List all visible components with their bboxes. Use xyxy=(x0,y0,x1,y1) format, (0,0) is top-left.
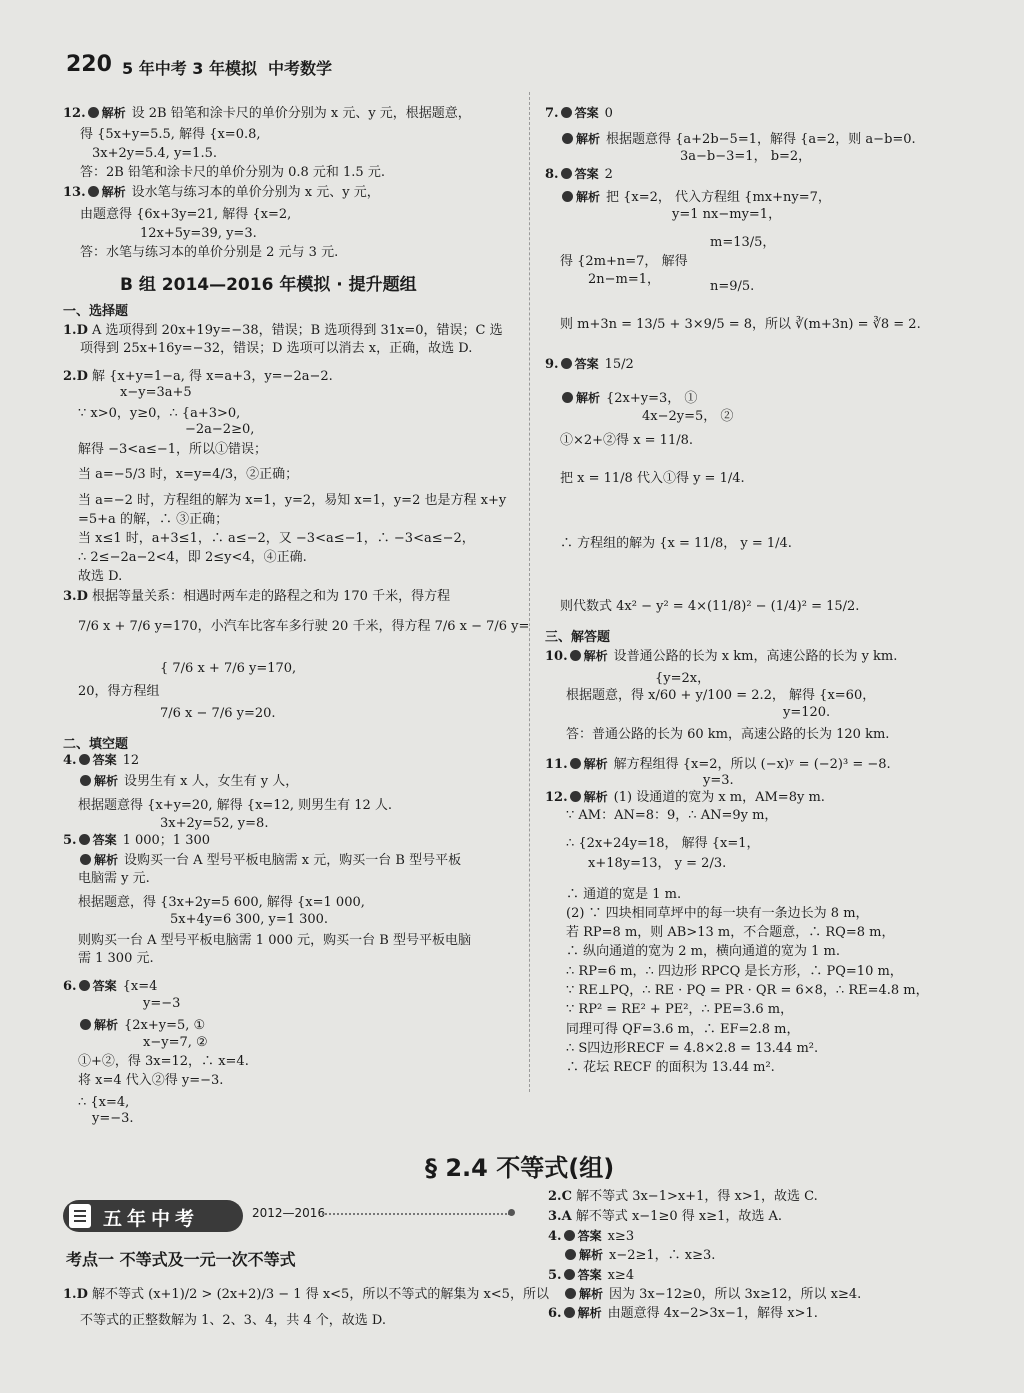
text-line xyxy=(63,322,503,339)
text-line xyxy=(545,166,613,183)
text-line xyxy=(560,253,688,270)
text-line xyxy=(80,164,385,181)
text-line xyxy=(120,384,192,401)
bullet-icon xyxy=(562,191,573,202)
line-rest: 由题意得 4x−2>3x−1，解得 x>1. xyxy=(607,1306,818,1321)
text-line xyxy=(566,835,760,852)
line-rest: {x=4 xyxy=(122,979,158,994)
line-rest: 设普通公路的长为 x km，高速公路的长为 y km. xyxy=(613,649,898,664)
text-line xyxy=(78,852,461,869)
text-line xyxy=(78,549,307,566)
banner-years: 2012—2016 xyxy=(252,1206,326,1220)
document-icon-lines xyxy=(74,1210,86,1212)
tag-label: 答案 xyxy=(574,357,599,371)
text-line xyxy=(588,271,660,288)
line-text: 当 x≤1 时，a+3≤1，∴ a≤−2，又 −3<a≤−1，∴ −3<a≤−2， xyxy=(78,531,475,546)
text-line xyxy=(566,807,777,824)
tag-label: 答案 xyxy=(577,1229,602,1243)
line-rest: 2 xyxy=(604,167,613,182)
text-line xyxy=(78,618,529,635)
line-text: { 7/6 x + 7/6 y=170, xyxy=(160,661,297,676)
analysis-tag xyxy=(80,1017,118,1034)
answer-tag xyxy=(561,356,599,373)
line-text: 1.D xyxy=(63,323,88,338)
bullet-icon xyxy=(570,791,581,802)
line-text: 11. xyxy=(545,757,568,772)
line-text: ∵ RE⊥PQ，∴ RE · PQ = PR · QR = 6×8，∴ RE=4.8 m， xyxy=(566,983,929,998)
text-line xyxy=(566,687,875,704)
text-line xyxy=(78,894,365,911)
text-line xyxy=(560,189,831,206)
line-text: 则 m+3n = 13/5 + 3×9/5 = 8，所以 ∛(m+3n) = ∛8 = 2. xyxy=(560,317,921,332)
text-line xyxy=(160,705,276,722)
text-line xyxy=(566,886,681,903)
tag-label: 解析 xyxy=(579,1248,604,1262)
line-text: x−y=3a+5 xyxy=(120,385,192,400)
text-line xyxy=(80,126,261,143)
line-rest: (1) 设通道的宽为 x m，AM=8y m. xyxy=(613,790,825,805)
text-line xyxy=(80,1312,386,1329)
line-text: 由题意得 {6x+3y=21, 解得 {x=2, xyxy=(80,207,292,222)
line-text: (2) ∵ 四块相同草坪中的每一块有一条边长为 8 m， xyxy=(566,906,869,921)
bullet-icon xyxy=(562,392,573,403)
bullet-icon xyxy=(79,834,90,845)
line-rest: 解 {x+y=1−a, 得 x=a+3，y=−2a−2. xyxy=(92,369,333,384)
line-text: −2a−2≥0, xyxy=(185,422,255,437)
bullet-icon xyxy=(570,650,581,661)
line-text: 电脑需 y 元. xyxy=(78,871,150,886)
tag-label: 解析 xyxy=(94,774,119,788)
line-rest: 设男生有 x 人，女生有 y 人， xyxy=(124,774,299,789)
line-text: 当 a=−2 时，方程组的解为 x=1，y=2，易知 x=1，y=2 也是方程 x+y xyxy=(78,493,507,508)
line-rest: 解不等式 3x−1>x+1，得 x>1，故选 C. xyxy=(576,1189,818,1204)
line-rest: 0 xyxy=(604,106,613,121)
text-line xyxy=(63,368,333,385)
line-rest: 根据等量关系：相遇时两车走的路程之和为 170 千米，得方程 xyxy=(92,589,451,604)
text-line xyxy=(160,660,296,677)
bullet-icon xyxy=(564,1307,575,1318)
text-line xyxy=(545,105,613,122)
bullet-icon xyxy=(80,854,91,865)
line-text: 不等式的正整数解为 1、2、3、4，共 4 个，故选 D. xyxy=(80,1313,386,1328)
line-text: 根据题意，得 {3x+2y=5 600, 解得 {x=1 000, xyxy=(78,895,365,910)
line-text: 将 x=4 代入②得 y=−3. xyxy=(78,1073,224,1088)
tag-label: 答案 xyxy=(577,1268,602,1282)
text-line xyxy=(80,244,338,261)
text-line xyxy=(92,1110,134,1127)
text-line xyxy=(63,752,139,769)
line-rest: 根据题意得 {a+2b−5=1，解得 {a=2，则 a−b=0. xyxy=(606,132,916,147)
text-line xyxy=(566,982,929,999)
line-text: ∵ RP² = RE² + PE²，∴ PE=3.6 m， xyxy=(566,1002,794,1017)
section-xuanze: 一、选择题 xyxy=(63,304,129,319)
tag-label: 解析 xyxy=(576,190,601,204)
bullet-icon xyxy=(565,1249,576,1260)
line-text: ①×2+②得 x = 11/8. xyxy=(560,433,694,448)
page-number: 220 xyxy=(66,52,112,77)
line-text: 若 RP=8 m，则 AB>13 m，不合题意，∴ RQ=8 m， xyxy=(566,925,895,940)
tag-label: 解析 xyxy=(94,1018,119,1032)
analysis-tag xyxy=(570,789,608,806)
line-text: 5. xyxy=(548,1268,562,1283)
text-line xyxy=(545,756,891,773)
line-text: 项得到 25x+16y=−32，错误；D 选项可以消去 x，正确，故选 D. xyxy=(80,341,473,356)
line-rest: 解方程组得 {x=2，所以 (−x)ʸ = (−2)³ = −8. xyxy=(613,757,891,772)
text-line xyxy=(566,943,840,960)
line-text: 答：普通公路的长为 60 km，高速公路的长为 120 km. xyxy=(566,727,890,742)
text-line xyxy=(566,1059,775,1076)
text-line xyxy=(548,1228,634,1245)
line-text: {y=2x， xyxy=(655,671,711,686)
line-rest: 设 2B 铅笔和涂卡尺的单价分别为 x 元、y 元，根据题意， xyxy=(131,106,471,121)
text-line xyxy=(566,905,869,922)
line-text: 5x+4y=6 300, y=1 300. xyxy=(170,912,329,927)
tag-label: 解析 xyxy=(576,391,601,405)
text-line xyxy=(642,408,733,425)
text-line xyxy=(140,225,257,242)
line-text: 把 x = 11/8 代入①得 y = 1/4. xyxy=(560,471,745,486)
line-text: =5+a 的解，∴ ③正确； xyxy=(78,512,229,527)
tag-label: 解析 xyxy=(577,1306,602,1320)
answer-tag xyxy=(561,105,599,122)
answer-tag xyxy=(79,832,117,849)
text-line xyxy=(588,855,726,872)
line-text: y=3. xyxy=(703,773,734,788)
bullet-icon xyxy=(561,358,572,369)
text-line xyxy=(566,924,894,941)
text-line xyxy=(78,492,506,509)
line-rest: 设水笔与练习本的单价分别为 x 元、y 元， xyxy=(131,185,380,200)
tag-label: 解析 xyxy=(101,106,126,120)
bullet-icon xyxy=(564,1230,575,1241)
line-text: 3a−b−3=1， b=2， xyxy=(680,149,812,164)
line-text: 12x+5y=39, y=3. xyxy=(140,226,257,241)
answer-tag xyxy=(564,1267,602,1284)
line-text: 20，得方程组 xyxy=(78,684,160,699)
line-text: y=−3. xyxy=(92,1111,134,1126)
text-line xyxy=(560,598,859,615)
text-line xyxy=(710,278,754,295)
bullet-icon xyxy=(561,168,572,179)
text-line xyxy=(566,1021,800,1038)
line-text: m=13/5， xyxy=(710,235,776,250)
text-line xyxy=(92,145,217,162)
text-line xyxy=(78,466,298,483)
text-line xyxy=(78,1017,205,1034)
line-text: 2.D xyxy=(63,369,88,384)
line-text: 7/6 x + 7/6 y=170，小汽车比客车多行驶 20 千米，得方程 7/6 x − 7/6 y= xyxy=(78,619,530,634)
line-text: 7. xyxy=(545,106,559,121)
text-line xyxy=(78,683,160,700)
answer-tag xyxy=(79,752,117,769)
text-line xyxy=(78,530,475,547)
banner-text: 五年中考 xyxy=(103,1208,200,1230)
text-line xyxy=(78,511,228,528)
line-text: 2.C xyxy=(548,1189,572,1204)
line-text: 答：2B 铅笔和涂卡尺的单价分别为 0.8 元和 1.5 元. xyxy=(80,165,385,180)
line-rest: 12 xyxy=(122,753,140,768)
chapter-title: § 2.4 不等式(组) xyxy=(425,1154,615,1182)
section-jieda: 三、解答题 xyxy=(545,630,611,645)
bullet-icon xyxy=(565,1288,576,1299)
line-text: ∴ S四边形RECF = 4.8×2.8 = 13.44 m². xyxy=(566,1041,819,1056)
text-line xyxy=(560,432,693,449)
line-text: ∴ 通道的宽是 1 m. xyxy=(566,887,682,902)
line-rest: x≥3 xyxy=(607,1229,635,1244)
tag-label: 解析 xyxy=(579,1287,604,1301)
line-rest: 把 {x=2， 代入方程组 {mx+ny=7， xyxy=(606,190,831,205)
text-line xyxy=(185,421,254,438)
text-line xyxy=(80,206,291,223)
bullet-icon xyxy=(561,107,572,118)
analysis-tag xyxy=(562,189,600,206)
tag-label: 解析 xyxy=(101,185,126,199)
line-text: 6. xyxy=(548,1306,562,1321)
text-line xyxy=(63,588,450,605)
line-text: 得 {5x+y=5.5, 解得 {x=0.8, xyxy=(80,127,261,142)
text-line xyxy=(710,234,775,251)
analysis-tag xyxy=(565,1286,603,1303)
section-tiankong: 二、填空题 xyxy=(63,737,129,752)
text-line xyxy=(78,797,392,814)
text-line xyxy=(545,356,634,373)
line-text: 1.D xyxy=(63,1287,88,1302)
text-line xyxy=(680,148,811,165)
line-text: 则购买一台 A 型号平板电脑需 1 000 元，购买一台 B 型号平板电脑 xyxy=(78,933,471,948)
tag-label: 解析 xyxy=(583,757,608,771)
line-rest: 1 000；1 300 xyxy=(122,833,211,848)
text-line xyxy=(78,405,240,422)
text-line xyxy=(783,704,830,721)
line-text: 3.D xyxy=(63,589,88,604)
subject-label: 中考数学 xyxy=(268,59,333,78)
line-text: 12. xyxy=(63,106,86,121)
text-line xyxy=(143,995,180,1012)
text-line xyxy=(78,441,267,458)
answer-tag xyxy=(79,978,117,995)
text-line xyxy=(563,1247,715,1264)
line-text: 4. xyxy=(548,1229,562,1244)
line-text: 同理可得 QF=3.6 m，∴ EF=2.8 m， xyxy=(566,1022,800,1037)
text-line xyxy=(563,1286,861,1303)
analysis-tag xyxy=(562,131,600,148)
line-text: 3.A xyxy=(548,1209,572,1224)
line-text: 4x−2y=5， ② xyxy=(642,409,734,424)
text-line xyxy=(63,105,471,122)
tag-label: 答案 xyxy=(92,833,117,847)
text-line xyxy=(78,950,154,967)
text-line xyxy=(545,789,825,806)
line-text: 得 {2m+n=7， 解得 xyxy=(560,254,688,269)
bullet-icon xyxy=(80,775,91,786)
tag-label: 解析 xyxy=(583,790,608,804)
column-divider xyxy=(529,92,530,1092)
line-text: x+18y=13， y = 2/3. xyxy=(588,856,727,871)
analysis-tag xyxy=(565,1247,603,1264)
line-text: 需 1 300 元. xyxy=(78,951,154,966)
tag-label: 答案 xyxy=(574,167,599,181)
tag-label: 答案 xyxy=(92,753,117,767)
bullet-icon xyxy=(79,980,90,991)
dotted-rule xyxy=(322,1213,510,1215)
text-line xyxy=(143,1034,208,1051)
analysis-tag xyxy=(88,184,126,201)
line-text: ∵ AM：AN=8：9，∴ AN=9y m， xyxy=(566,808,778,823)
bullet-icon xyxy=(80,1019,91,1030)
document-icon xyxy=(69,1204,91,1228)
analysis-tag xyxy=(564,1305,602,1322)
bullet-icon xyxy=(570,758,581,769)
line-text: 8. xyxy=(545,167,559,182)
line-text: 3x+2y=5.4, y=1.5. xyxy=(92,146,217,161)
text-line xyxy=(78,568,122,585)
line-rest: 解不等式 x−1≥0 得 x≥1，故选 A. xyxy=(575,1209,783,1224)
tag-label: 解析 xyxy=(94,853,119,867)
wunian-zhongkao-banner xyxy=(63,1200,243,1232)
text-line xyxy=(548,1188,818,1205)
text-line xyxy=(63,832,210,849)
line-text: 则代数式 4x² − y² = 4×(11/8)² − (1/4)² = 15/2. xyxy=(560,599,860,614)
line-text: 13. xyxy=(63,185,86,200)
line-text: 当 a=−5/3 时，x=y=4/3，②正确； xyxy=(78,467,299,482)
line-rest: 因为 3x−12≥0，所以 3x≥12，所以 x≥4. xyxy=(609,1287,862,1302)
line-rest: {2x+y=5, ① xyxy=(124,1018,206,1033)
line-text: y=1 nx−my=1， xyxy=(672,207,782,222)
text-line xyxy=(548,1267,634,1284)
text-line xyxy=(548,1208,782,1225)
text-line xyxy=(548,1305,818,1322)
bullet-icon xyxy=(88,107,99,118)
line-text: 根据题意得 {x+y=20, 解得 {x=12, 则男生有 12 人. xyxy=(78,798,393,813)
line-rest: {2x+y=3， ① xyxy=(606,391,698,406)
dotted-rule-end xyxy=(508,1209,515,1216)
tag-label: 答案 xyxy=(574,106,599,120)
analysis-tag xyxy=(88,105,126,122)
line-text: ∴ {x=4, xyxy=(78,1095,130,1110)
line-text: 根据题意，得 x/60 + y/100 = 2.2， 解得 {x=60， xyxy=(566,688,876,703)
line-text: 3x+2y=52, y=8. xyxy=(160,816,269,831)
line-rest: 解不等式 (x+1)/2 > (2x+2)/3 − 1 得 x<5，所以不等式的解集为 x<5，所以 xyxy=(92,1287,549,1302)
text-line xyxy=(78,1053,249,1070)
book-title: 5 年中考 3 年模拟 xyxy=(122,59,257,78)
text-line xyxy=(703,772,734,789)
text-line xyxy=(63,978,157,995)
text-line xyxy=(560,470,745,487)
analysis-tag xyxy=(570,756,608,773)
bullet-icon xyxy=(564,1269,575,1280)
text-line xyxy=(63,1286,549,1303)
bullet-icon xyxy=(562,133,573,144)
text-line xyxy=(560,535,792,552)
line-text: 7/6 x − 7/6 y=20. xyxy=(160,706,276,721)
line-text: 2n−m=1， xyxy=(588,272,661,287)
line-text: ∴ 方程组的解为 {x = 11/8， y = 1/4. xyxy=(560,536,792,551)
analysis-tag xyxy=(80,773,118,790)
answer-tag xyxy=(564,1228,602,1245)
line-text: ∴ 纵向通道的宽为 2 m，横向通道的宽为 1 m. xyxy=(566,944,840,959)
text-line xyxy=(80,340,472,357)
answer-tag xyxy=(561,166,599,183)
text-line xyxy=(560,390,697,407)
line-text: ∴ 2≤−2a−2<4，即 2≤y<4，④正确. xyxy=(78,550,307,565)
text-line xyxy=(566,963,903,980)
line-text: 4. xyxy=(63,753,77,768)
text-line xyxy=(566,726,889,743)
text-line xyxy=(78,1072,223,1089)
line-text: ∵ x>0，y≥0，∴ {a+3>0, xyxy=(78,406,241,421)
analysis-tag xyxy=(562,390,600,407)
line-rest: x−2≥1，∴ x≥3. xyxy=(609,1248,716,1263)
text-line xyxy=(63,184,380,201)
line-text: ①+②，得 3x=12，∴ x=4. xyxy=(78,1054,249,1069)
line-text: 故选 D. xyxy=(78,569,123,584)
text-line xyxy=(78,932,471,949)
line-text: y=−3 xyxy=(143,996,181,1011)
line-text: 答：水笔与练习本的单价分别是 2 元与 3 元. xyxy=(80,245,339,260)
text-line xyxy=(560,316,921,333)
line-rest: 15/2 xyxy=(604,357,634,372)
text-line xyxy=(78,870,150,887)
line-text: n=9/5. xyxy=(710,279,755,294)
line-text: 9. xyxy=(545,357,559,372)
tag-label: 解析 xyxy=(576,132,601,146)
line-rest: x≥4 xyxy=(607,1268,635,1283)
text-line xyxy=(655,670,710,687)
tag-label: 答案 xyxy=(92,979,117,993)
text-line xyxy=(170,911,328,928)
line-text: 12. xyxy=(545,790,568,805)
line-text: ∴ 花坛 RECF 的面积为 13.44 m². xyxy=(566,1060,775,1075)
text-line xyxy=(566,1040,818,1057)
line-rest: 设购买一台 A 型号平板电脑需 x 元，购买一台 B 型号平板 xyxy=(124,853,462,868)
group-b-title: B 组 2014—2016 年模拟 · 提升题组 xyxy=(120,275,417,295)
line-rest: A 选项得到 20x+19y=−38，错误；B 选项得到 31x=0，错误；C 选 xyxy=(92,323,503,338)
text-line xyxy=(545,648,897,665)
text-line xyxy=(160,815,268,832)
analysis-tag xyxy=(570,648,608,665)
text-line xyxy=(560,131,916,148)
kaodian-title: 考点一 不等式及一元一次不等式 xyxy=(66,1250,296,1269)
text-line xyxy=(672,206,781,223)
line-text: 解得 −3<a≤−1，所以①错误； xyxy=(78,442,267,457)
bullet-icon xyxy=(88,186,99,197)
line-text: ∴ {2x+24y=18， 解得 {x=1， xyxy=(566,836,760,851)
line-text: x−y=7, ② xyxy=(143,1035,208,1050)
text-line xyxy=(566,1001,793,1018)
line-text: 6. xyxy=(63,979,77,994)
line-text: 10. xyxy=(545,649,568,664)
text-line xyxy=(78,773,298,790)
line-text: ∴ RP=6 m，∴ 四边形 RPCQ 是长方形，∴ PQ=10 m， xyxy=(566,964,903,979)
line-text: y=120. xyxy=(783,705,831,720)
tag-label: 解析 xyxy=(583,649,608,663)
line-text: 5. xyxy=(63,833,77,848)
analysis-tag xyxy=(80,852,118,869)
bullet-icon xyxy=(79,754,90,765)
text-line xyxy=(78,1094,129,1111)
